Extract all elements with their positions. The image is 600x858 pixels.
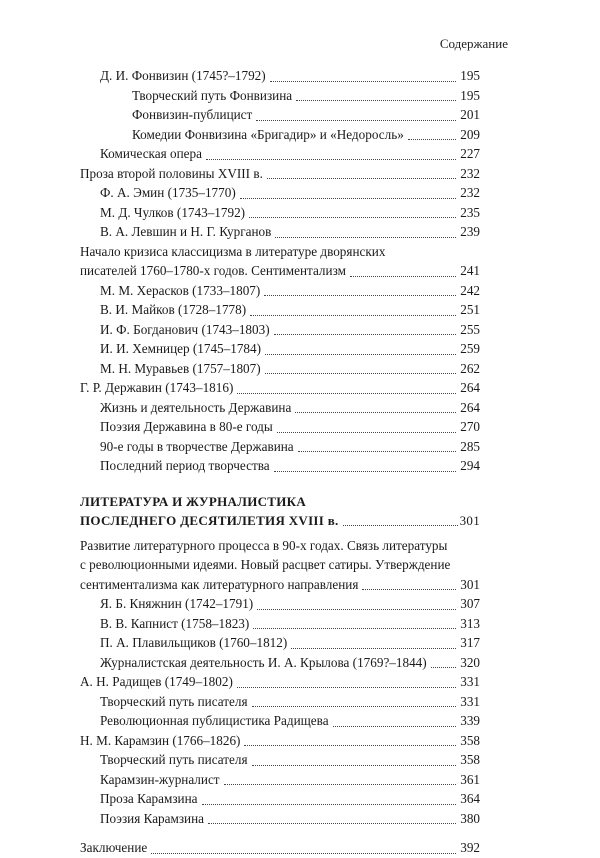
toc-entry[interactable] [0,437,600,457]
toc-entry-title: Проза Карамзина [100,791,198,806]
toc-entry-conclusion[interactable] [0,838,600,858]
toc-group-c [0,594,600,828]
toc-entry-title: Д. И. Фонвизин (1745?–1792) [100,68,266,83]
toc-entry[interactable] [0,750,600,770]
toc-entry-page: 264 [460,380,480,395]
toc-entry[interactable] [0,770,600,790]
dot-leader [224,783,456,785]
toc-entry[interactable] [0,339,600,359]
dot-leader [265,353,456,355]
toc-entry-page: 317 [460,635,480,650]
toc-entry[interactable] [0,359,600,379]
dot-leader [277,431,456,433]
dot-leader [257,608,456,610]
toc-entry-multiline[interactable] [0,242,600,281]
toc-entry-page: 339 [460,713,480,728]
toc-entry-title: Комическая опера [100,146,202,161]
dot-leader [253,627,456,629]
toc-entry-title: Комедии Фонвизина «Бригадир» и «Недоросль» [132,126,404,142]
toc-entry[interactable] [0,398,600,418]
toc-entry-page: 255 [460,321,480,337]
table-of-contents [0,66,600,858]
toc-entry-page: 307 [460,596,480,611]
toc-entry-title: Фонвизин-публицист [132,107,253,122]
section-heading-line: ЛИТЕРАТУРА И ЖУРНАЛИСТИКА [80,493,307,509]
toc-entry-page: 301 [460,576,480,592]
toc-entry[interactable] [0,86,600,106]
toc-entry-title: И. И. Хемницер (1745–1784) [100,341,261,356]
toc-entry[interactable] [0,203,600,223]
toc-entry-page: 232 [460,165,480,181]
dot-leader [265,372,456,374]
toc-entry-page: 270 [460,419,480,434]
toc-entry-page: 320 [460,654,480,670]
toc-entry-title: Карамзин-журналист [100,771,220,787]
toc-entry-title: 90-е годы в творчестве Державина [100,438,294,454]
toc-entry-title: В. В. Капнист (1758–1823) [100,615,250,631]
toc-entry[interactable] [0,144,600,164]
running-header: Содержание [439,36,508,51]
toc-entry-title: Творческий путь Фонвизина [132,87,293,103]
dot-leader [264,294,456,296]
toc-entry-page: 380 [460,810,480,826]
toc-entry[interactable] [0,300,600,320]
toc-entry[interactable] [0,614,600,634]
dot-leader [275,236,456,238]
dot-leader [202,803,456,805]
toc-entry-page: 358 [460,732,480,748]
toc-entry[interactable] [0,281,600,301]
toc-entry-title: М. Н. Муравьев (1757–1807) [100,360,261,376]
toc-entry[interactable] [0,378,600,398]
toc-entry-title: Революционная публицистика Радищева [100,713,329,728]
toc-group-b [0,281,600,476]
toc-entry-title: Журналистская деятельность И. А. Крылова (1769?–1844) [100,654,427,670]
toc-entry-page: 251 [460,302,480,317]
toc-entry-page: 232 [460,185,480,200]
dot-leader [298,450,456,452]
toc-entry-title: Заключение [80,840,148,855]
toc-entry-page: 331 [460,693,480,709]
toc-entry-multiline[interactable] [0,536,600,595]
toc-entry-page: 294 [460,458,480,473]
toc-entry[interactable] [0,731,600,751]
dot-leader [408,138,456,140]
toc-entry[interactable] [0,653,600,673]
toc-entry-page: 239 [460,224,480,239]
toc-entry-title: И. Ф. Богданович (1743–1803) [100,321,270,337]
toc-entry-title: М. М. Херасков (1733–1807) [100,282,261,298]
dot-leader [274,470,456,472]
toc-entry-page: 262 [460,360,480,376]
toc-entry-title: М. Д. Чулков (1743–1792) [100,204,246,220]
section-heading[interactable] [0,492,600,530]
dot-leader [237,392,456,394]
toc-entry-title-line: сентиментализма как литературного направления [80,576,359,592]
toc-entry[interactable] [0,183,600,203]
toc-entry[interactable] [0,417,600,437]
toc-entry[interactable] [0,809,600,829]
toc-entry-title: Ф. А. Эмин (1735–1770) [100,185,236,200]
toc-entry-page: 313 [460,615,480,631]
dot-leader [296,99,456,101]
toc-entry[interactable] [0,594,600,614]
toc-entry[interactable] [0,672,600,692]
toc-entry-title: Я. Б. Княжнин (1742–1791) [100,596,254,611]
dot-leader [274,333,456,335]
toc-entry-page: 331 [460,674,480,689]
dot-leader [208,822,456,824]
toc-entry[interactable] [0,320,600,340]
dot-leader [151,852,456,854]
dot-leader [270,80,456,82]
toc-entry-title: Проза второй половины XVIII в. [80,165,263,181]
dot-leader [252,764,456,766]
toc-entry-page: 285 [460,438,480,454]
toc-entry-title: Последний период творчества [100,458,270,473]
toc-entry[interactable] [0,711,600,731]
dot-leader [333,725,456,727]
toc-entry-title: П. А. Плавильщиков (1760–1812) [100,635,288,650]
toc-entry-title-line: Начало кризиса классицизма в литературе дворянских [80,243,386,259]
toc-entry[interactable] [0,692,600,712]
toc-entry-page: 195 [460,87,480,103]
dot-leader [250,314,456,316]
dot-leader [267,177,456,179]
dot-leader [343,524,458,526]
dot-leader [256,119,456,121]
toc-entry-page: 259 [460,341,480,356]
dot-leader [206,158,456,160]
toc-entry[interactable] [0,125,600,145]
toc-entry-page: 195 [460,68,480,83]
dot-leader [237,686,456,688]
toc-entry-title: Жизнь и деятельность Державина [100,399,292,415]
toc-entry[interactable] [0,66,600,86]
toc-entry-title: Творческий путь писателя [100,752,248,767]
dot-leader [249,216,456,218]
section-page: 301 [459,512,480,528]
toc-entry-title: В. И. Майков (1728–1778) [100,302,247,317]
toc-entry-title: В. А. Левшин и Н. Г. Курганов [100,224,272,239]
toc-entry-page: 392 [460,840,480,855]
toc-entry-title: Поэзия Державина в 80-е годы [100,419,273,434]
toc-entry-page: 209 [460,126,480,142]
toc-entry[interactable] [0,456,600,476]
toc-entry-page: 242 [460,282,480,298]
dot-leader [431,666,456,668]
toc-entry-page: 264 [460,399,480,415]
toc-entry-page: 227 [460,146,480,161]
toc-group-a [0,66,600,242]
toc-entry-page: 241 [460,263,480,278]
toc-entry-title: Творческий путь писателя [100,693,248,709]
toc-entry-page: 235 [460,204,480,220]
dot-leader [350,275,456,277]
dot-leader [362,588,456,590]
toc-entry[interactable] [0,164,600,184]
dot-leader [244,744,456,746]
dot-leader [295,411,456,413]
toc-entry[interactable] [0,789,600,809]
dot-leader [252,705,456,707]
toc-entry[interactable] [0,105,600,125]
toc-entry-title: А. Н. Радищев (1749–1802) [80,674,233,689]
section-heading-line: ПОСЛЕДНЕГО ДЕСЯТИЛЕТИЯ XVIII в. [80,512,339,528]
toc-entry-title: Г. Р. Державин (1743–1816) [80,380,234,395]
toc-entry[interactable] [0,633,600,653]
toc-entry[interactable] [0,222,600,242]
toc-entry-page: 358 [460,752,480,767]
toc-entry-title-line: писателей 1760–1780-х годов. Сентиментализм [80,263,346,278]
dot-leader [291,647,456,649]
dot-leader [240,197,456,199]
toc-entry-title: Н. М. Карамзин (1766–1826) [80,732,241,748]
toc-entry-page: 364 [460,791,480,806]
toc-entry-title-line: Развитие литературного процесса в 90-х годах. Связь литературы [80,537,448,553]
toc-entry-title-line: с революционными идеями. Новый расцвет сатиры. Утверждение [80,557,451,572]
toc-entry-title: Поэзия Карамзина [100,810,205,826]
toc-entry-page: 361 [460,771,480,787]
toc-entry-page: 201 [460,107,480,122]
